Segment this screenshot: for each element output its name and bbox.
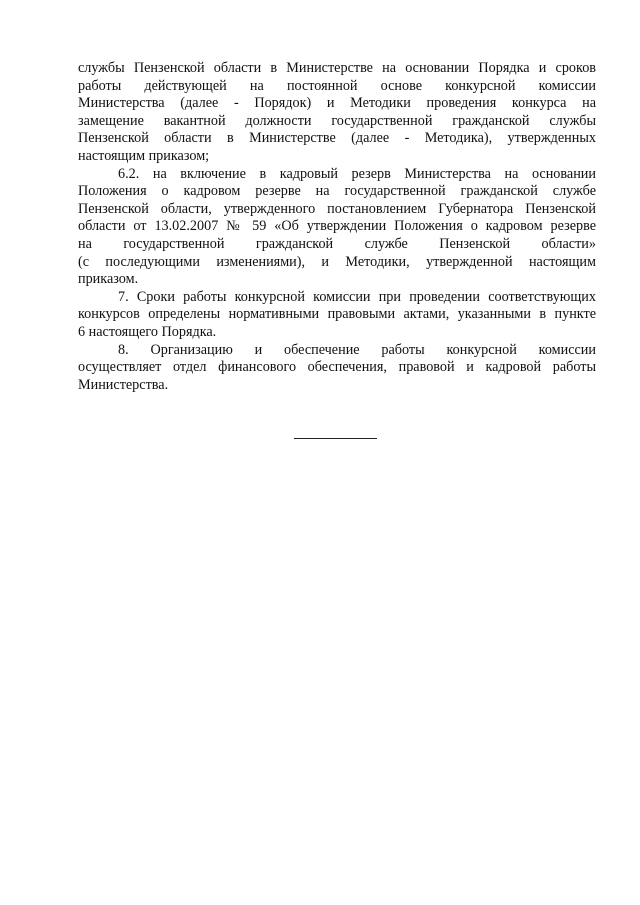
text-line: работы действующей на постоянной основе конкурсной комиссии — [78, 77, 596, 94]
text-line: на государственной гражданской службе Пензенской области» — [78, 235, 596, 252]
document-body — [78, 60, 596, 394]
text-line: настоящим приказом; — [78, 147, 210, 164]
text-line: (с последующими изменениями), и Методики, утвержденной настоящим — [78, 253, 596, 270]
paragraph-8 — [78, 342, 596, 395]
end-divider-line — [294, 438, 377, 439]
text-line: 6.2. на включение в кадровый резерв Министерства на основании — [118, 165, 596, 182]
text-line: 7. Сроки работы конкурсной комиссии при проведении соответствующих — [118, 288, 596, 305]
text-line: конкурсов определены нормативными правовыми актами, указанными в пункте — [78, 306, 596, 323]
text-line: 8. Организацию и обеспечение работы конкурсной комиссии — [118, 341, 596, 358]
text-line: Положения о кадровом резерве на государственной гражданской службе — [78, 183, 596, 200]
paragraph-6-2 — [78, 166, 596, 289]
text-line: Пензенской области, утвержденного постановлением Губернатора Пензенской — [78, 200, 596, 217]
text-line: области от 13.02.2007 № 59 «Об утверждении Положения о кадровом резерве — [78, 218, 596, 235]
text-line: приказом. — [78, 271, 139, 288]
text-line: Пензенской области в Министерстве (далее - Методика), утвержденных — [78, 130, 596, 147]
text-line: Министерства. — [78, 376, 169, 393]
text-line: 6 настоящего Порядка. — [78, 323, 217, 340]
paragraph-continuation — [78, 60, 596, 166]
paragraph-7 — [78, 289, 596, 342]
text-line: осуществляет отдел финансового обеспечения, правовой и кадровой работы — [78, 359, 596, 376]
text-line: службы Пензенской области в Министерстве на основании Порядка и сроков — [78, 60, 596, 76]
text-line: Министерства (далее - Порядок) и Методики проведения конкурса на — [78, 95, 596, 112]
text-line: замещение вакантной должности государственной гражданской службы — [78, 112, 596, 129]
